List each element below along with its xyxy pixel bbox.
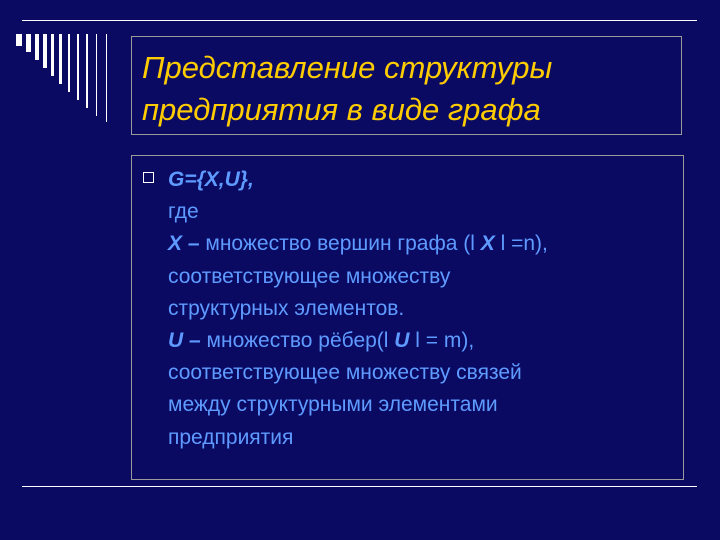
x-definition-line <box>168 228 680 260</box>
u-dash: – <box>183 329 207 353</box>
title-frame <box>131 36 682 135</box>
formula-line <box>168 164 680 196</box>
graph-formula: G={X,U}, <box>168 168 254 191</box>
x-definition-b: l =n), <box>494 232 548 256</box>
x-symbol: X <box>168 232 183 256</box>
x-definition-line-3: структурных элементов. <box>168 296 405 320</box>
hollow-square-bullet-icon <box>143 172 154 183</box>
u-definition-a: множество рёбер(l <box>206 329 395 353</box>
where-line: где <box>168 200 199 224</box>
slide-title <box>142 47 681 131</box>
bullet-text <box>168 164 680 454</box>
u-definition-line-3: между структурными элементами <box>168 393 498 417</box>
u-symbol-inline: U <box>394 329 410 353</box>
x-dash: – <box>182 232 206 256</box>
u-definition-b: l = m), <box>409 329 475 353</box>
u-definition-line-4: предприятия <box>168 425 294 449</box>
title-line: предприятия в виде графа <box>142 92 541 127</box>
u-definition-line <box>168 325 680 357</box>
u-symbol: U <box>168 329 184 353</box>
x-definition-line-2: соответствующее множеству <box>168 264 451 288</box>
x-definition-a: множество вершин графа (l <box>205 232 481 256</box>
x-symbol-inline: X <box>480 232 495 256</box>
u-definition-line-2: соответствующее множеству связей <box>168 361 522 385</box>
decorative-stripes <box>16 34 136 124</box>
bottom-rule <box>22 486 697 487</box>
top-rule <box>22 20 697 21</box>
title-line: Представление структуры <box>142 50 553 85</box>
content-frame <box>131 155 684 480</box>
